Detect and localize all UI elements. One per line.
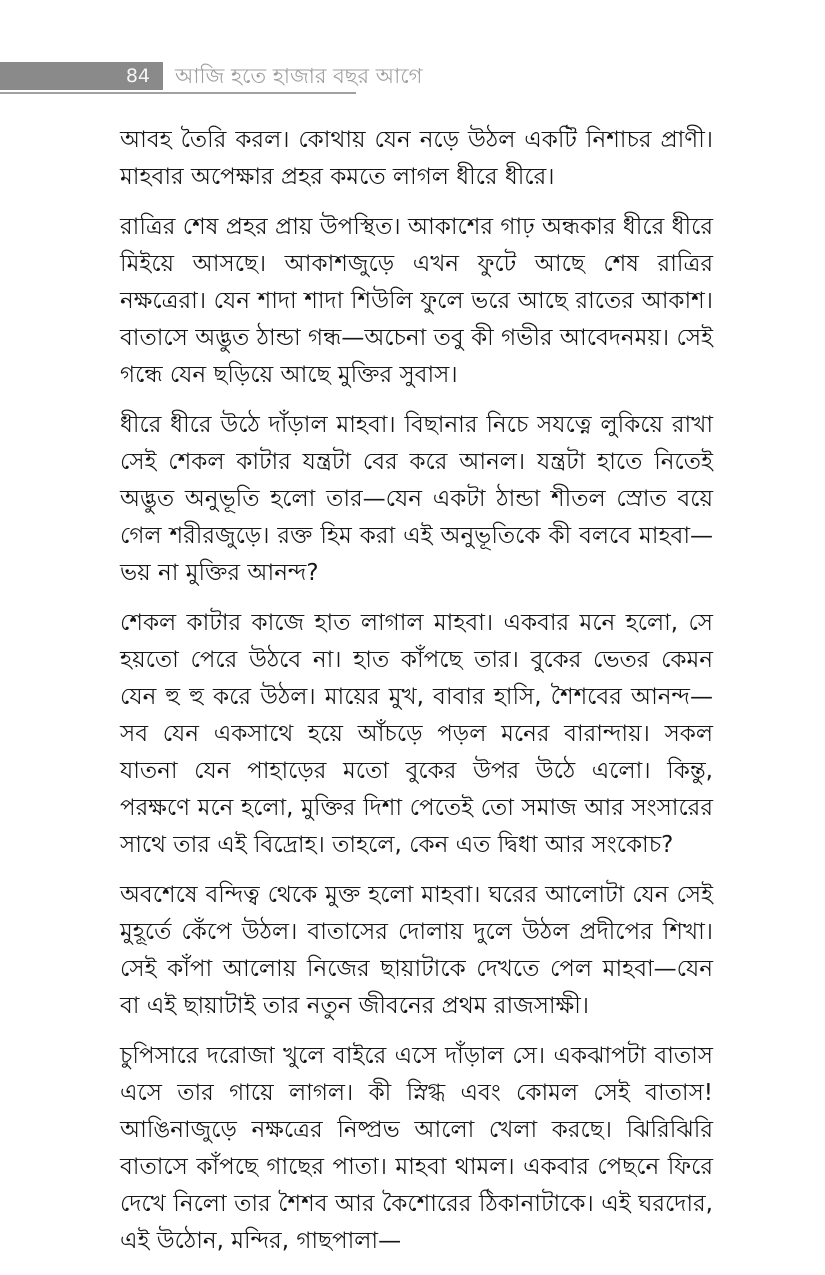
page-header	[0, 62, 422, 90]
page-body	[120, 122, 713, 1273]
page-number: 84	[125, 64, 150, 87]
page-number-badge	[0, 62, 163, 90]
paragraph: অবশেষে বন্দিত্ব থেকে মুক্ত হলো মাহবা। ঘরের আলোটা যেন সেই মুহূর্তে কেঁপে উঠল। বাতাসের দোলায় দুলে উঠল প্রদীপের শিখা। সেই কাঁপা আলোয় নিজের ছায়াটাকে দেখতে পেল মাহবা—যেন বা এই ছায়াটাই তার নতুন জীবনের প্রথম রাজসাক্ষী।	[120, 882, 713, 1019]
header-divider	[0, 92, 356, 94]
paragraph: ধীরে ধীরে উঠে দাঁড়াল মাহবা। বিছানার নিচে সযত্নে লুকিয়ে রাখা সেই শেকল কাটার যন্ত্রটা বের করে আনল। যন্ত্রটা হাতে নিতেই অদ্ভুত অনুভূতি হলো তার—যেন একটা ঠান্ডা শীতল স্রোত বয়ে গেল শরীরজুড়ে। রক্ত হিম করা এই অনুভূতিকে কী বলবে মাহবা—ভয় না মুক্তির আনন্দ?	[120, 412, 713, 586]
book-title: আজি হতে হাজার বছর আগে	[175, 63, 423, 88]
paragraph: আবহ তৈরি করল। কোথায় যেন নড়ে উঠল একটি নিশাচর প্রাণী। মাহবার অপেক্ষার প্রহর কমতে লাগল ধীরে ধীরে।	[120, 127, 713, 190]
paragraph: শেকল কাটার কাজে হাত লাগাল মাহবা। একবার মনে হলো, সে হয়তো পেরে উঠবে না। হাত কাঁপছে তার। বুকের ভেতর কেমন যেন হু হু করে উঠল। মায়ের মুখ, বাবার হাসি, শৈশবের আনন্দ—সব যেন একসাথে হয়ে আঁচড়ে পড়ল মনের বারান্দায়। সকল যাতনা যেন পাহাড়ের মতো বুকের উপর উঠে এলো। কিন্তু, পরক্ষণে মনে হলো, মুক্তির দিশা পেতেই তো সমাজ আর সংসারের সাথে তার এই বিদ্রোহ। তাহলে, কেন এত দ্বিধা আর সংকোচ?	[120, 610, 713, 858]
paragraph: চুপিসারে দরোজা খুলে বাইরে এসে দাঁড়াল সে। একঝাপটা বাতাস এসে তার গায়ে লাগল। কী স্নিগ্ধ এবং কোমল সেই বাতাস! আঙিনাজুড়ে নক্ষত্রের নিষ্প্রভ আলো খেলা করছে। ঝিরিঝিরি বাতাসে কাঁপছে গাছের পাতা। মাহবা থামল। একবার পেছনে ফিরে দেখে নিলো তার শৈশব আর কৈশোরের ঠিকানাটাকে। এই ঘরদোর, এই উঠোন, মন্দির, গাছপালা—	[120, 1043, 713, 1254]
paragraph: রাত্রির শেষ প্রহর প্রায় উপস্থিত। আকাশের গাঢ় অন্ধকার ধীরে ধীরে মিইয়ে আসছে। আকাশজুড়ে এখন ফুটে আছে শেষ রাত্রির নক্ষত্রেরা। যেন শাদা শাদা শিউলি ফুলে ভরে আছে রাতের আকাশ। বাতাসে অদ্ভুত ঠান্ডা গন্ধ—অচেনা তবু কী গভীর আবেদনময়। সেই গন্ধে যেন ছড়িয়ে আছে মুক্তির সুবাস।	[120, 214, 713, 388]
